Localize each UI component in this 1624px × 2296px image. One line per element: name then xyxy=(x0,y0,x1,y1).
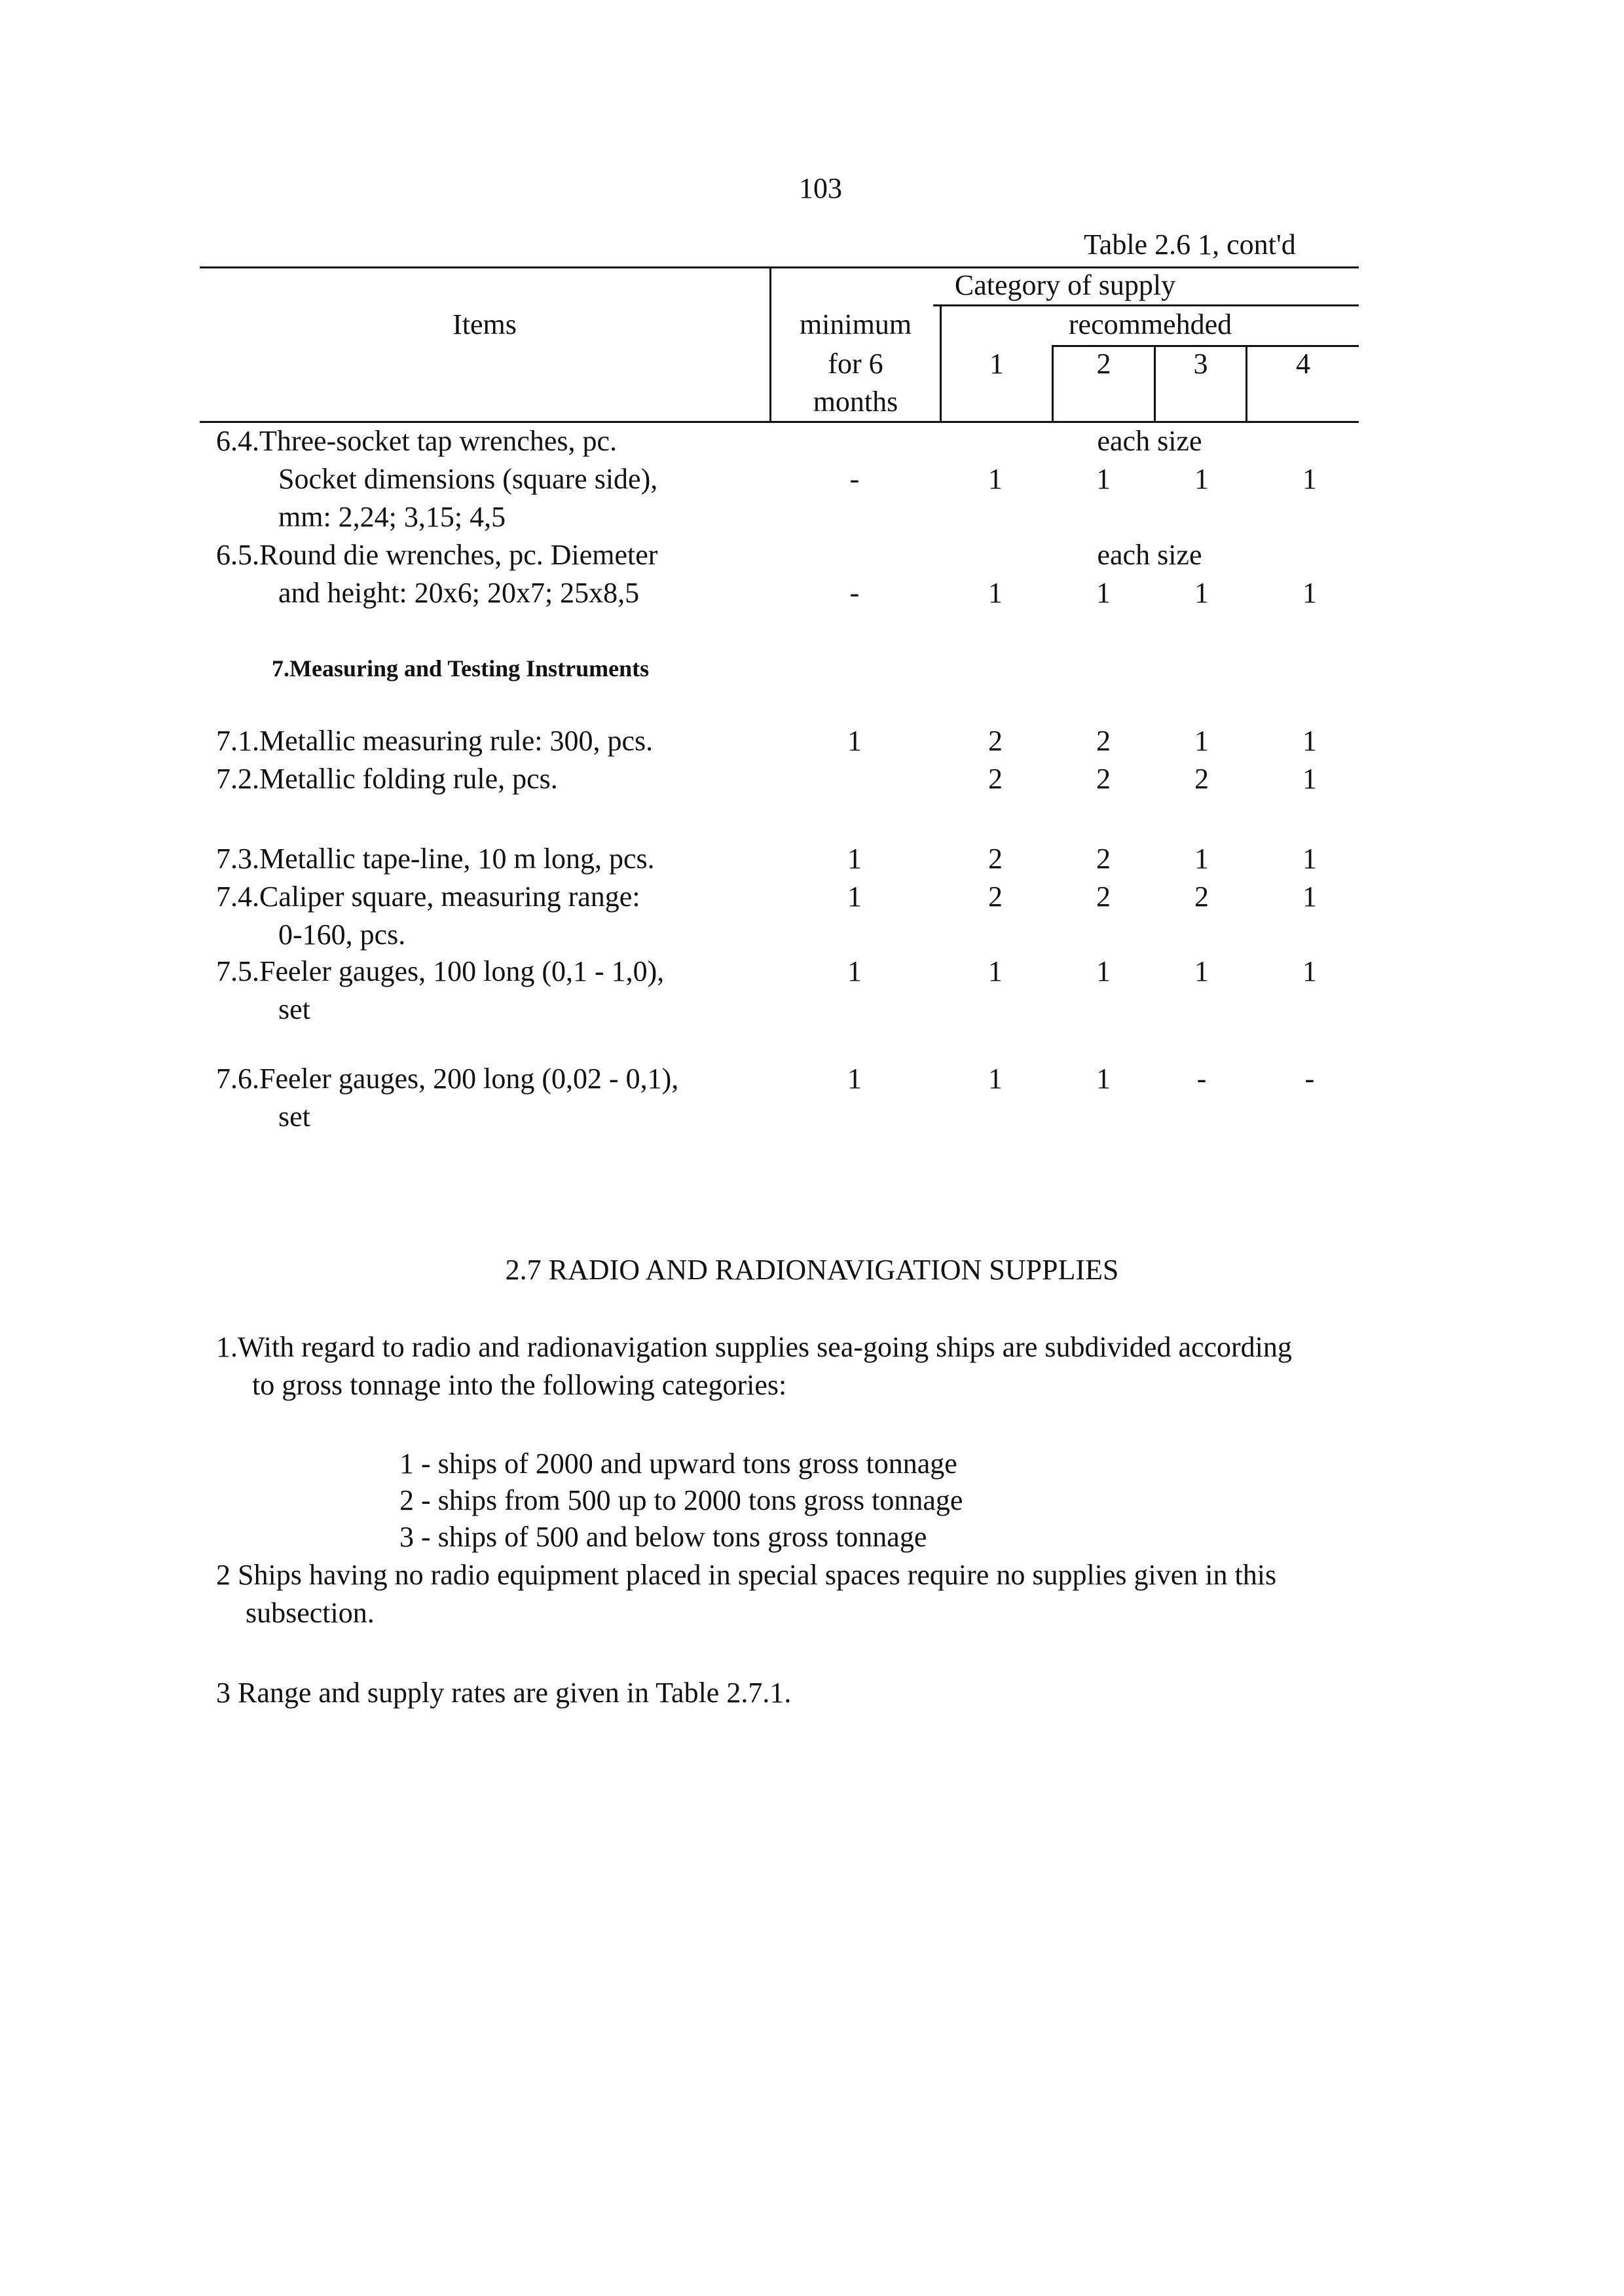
paragraph-1-line1: 1.With regard to radio and radionavigation supplies sea-going ships are subdivided according xyxy=(216,1331,1292,1363)
row-c4: 1 xyxy=(1302,881,1317,913)
row-item-line3: mm: 2,24; 3,15; 4,5 xyxy=(278,501,506,533)
row-item-line1: 7.6.Feeler gauges, 200 long (0,02 - 0,1), xyxy=(216,1063,679,1095)
row-item-line2: 0-160, pcs. xyxy=(278,919,406,951)
row-c1: 1 xyxy=(988,955,1003,987)
col2-header: 2 xyxy=(1096,348,1111,380)
paragraph-2-line2: subsection. xyxy=(246,1597,375,1629)
row-c3: 1 xyxy=(1194,463,1209,495)
row-c4: 1 xyxy=(1302,763,1317,795)
row-min: 1 xyxy=(847,843,862,875)
row-c2: 2 xyxy=(1096,843,1111,875)
items-header: Items xyxy=(452,308,517,340)
minimum-header-l3: months xyxy=(813,386,898,418)
category-item: 1 - ships of 2000 and upward tons gross tonnage xyxy=(399,1448,957,1480)
row-c3: 1 xyxy=(1194,843,1209,875)
row-c4: 1 xyxy=(1302,843,1317,875)
row-c4: 1 xyxy=(1302,725,1317,757)
row-c3: 1 xyxy=(1194,955,1209,987)
col1-header: 1 xyxy=(989,348,1004,380)
row-c1: 2 xyxy=(988,881,1003,913)
row-c1: 1 xyxy=(988,577,1003,609)
row-item-line1: 6.5.Round die wrenches, pc. Diemeter xyxy=(216,539,658,571)
table-caption: Table 2.6 1, cont'd xyxy=(1084,228,1296,261)
row-c2: 2 xyxy=(1096,725,1111,757)
row-c4: - xyxy=(1304,1063,1315,1095)
row-item-line2: Socket dimensions (square side), xyxy=(278,463,658,495)
row-item-line2: set xyxy=(278,1101,310,1133)
row-item-line1: 7.4.Caliper square, measuring range: xyxy=(216,881,640,913)
page-number: 103 xyxy=(799,172,842,204)
row-c4: 1 xyxy=(1302,463,1317,495)
row-item-line2: set xyxy=(278,993,310,1025)
row-c2: 1 xyxy=(1096,1063,1111,1095)
row-c3: 2 xyxy=(1194,881,1209,913)
row-min: - xyxy=(849,577,860,609)
row-c1: 2 xyxy=(988,725,1003,757)
row-c1: 2 xyxy=(988,763,1003,795)
row-c2: 2 xyxy=(1096,763,1111,795)
col4-header: 4 xyxy=(1296,348,1310,380)
row-c3: - xyxy=(1196,1063,1207,1095)
row-item-line1: 7.5.Feeler gauges, 100 long (0,1 - 1,0), xyxy=(216,955,665,987)
row-note: each size xyxy=(1097,425,1202,457)
minimum-header-l1: minimum xyxy=(799,308,912,340)
row-c1: 1 xyxy=(988,463,1003,495)
row-c1: 1 xyxy=(988,1063,1003,1095)
recommended-header: recommehded xyxy=(1068,308,1232,340)
category-header: Category of supply xyxy=(954,269,1176,301)
paragraph-2-line1: 2 Ships having no radio equipment placed in special spaces require no supplies given in this xyxy=(216,1559,1277,1591)
paragraph-1-line2: to gross tonnage into the following categories: xyxy=(252,1369,787,1401)
category-item: 2 - ships from 500 up to 2000 tons gross tonnage xyxy=(399,1484,963,1516)
col3-header: 3 xyxy=(1193,348,1208,380)
section-title: 2.7 RADIO AND RADIONAVIGATION SUPPLIES xyxy=(505,1254,1119,1286)
row-min: - xyxy=(849,463,860,495)
row-item-line2: and height: 20x6; 20x7; 25x8,5 xyxy=(278,577,640,609)
row-min: 1 xyxy=(847,725,862,757)
section-7-heading: 7.Measuring and Testing Instruments xyxy=(272,655,650,682)
category-item: 3 - ships of 500 and below tons gross tonnage xyxy=(399,1521,927,1553)
row-c4: 1 xyxy=(1302,577,1317,609)
row-c4: 1 xyxy=(1302,955,1317,987)
row-c2: 1 xyxy=(1096,577,1111,609)
row-c2: 2 xyxy=(1096,881,1111,913)
row-c3: 1 xyxy=(1194,577,1209,609)
paragraph-3: 3 Range and supply rates are given in Table 2.7.1. xyxy=(216,1677,792,1709)
row-min: 1 xyxy=(847,955,862,987)
minimum-header-l2: for 6 xyxy=(828,348,883,380)
row-note: each size xyxy=(1097,539,1202,571)
row-c2: 1 xyxy=(1096,955,1111,987)
row-item-line1: 7.1.Metallic measuring rule: 300, pcs. xyxy=(216,725,654,757)
row-c1: 2 xyxy=(988,843,1003,875)
row-item-line1: 6.4.Three-socket tap wrenches, pc. xyxy=(216,425,618,457)
row-c2: 1 xyxy=(1096,463,1111,495)
row-min: 1 xyxy=(847,1063,862,1095)
row-item-line1: 7.2.Metallic folding rule, pcs. xyxy=(216,763,558,795)
row-c3: 2 xyxy=(1194,763,1209,795)
header-bottom-rule xyxy=(200,421,1359,423)
row-min: 1 xyxy=(847,881,862,913)
row-item-line1: 7.3.Metallic tape-line, 10 m long, pcs. xyxy=(216,843,655,875)
category-underline xyxy=(933,304,1359,306)
row-c3: 1 xyxy=(1194,725,1209,757)
